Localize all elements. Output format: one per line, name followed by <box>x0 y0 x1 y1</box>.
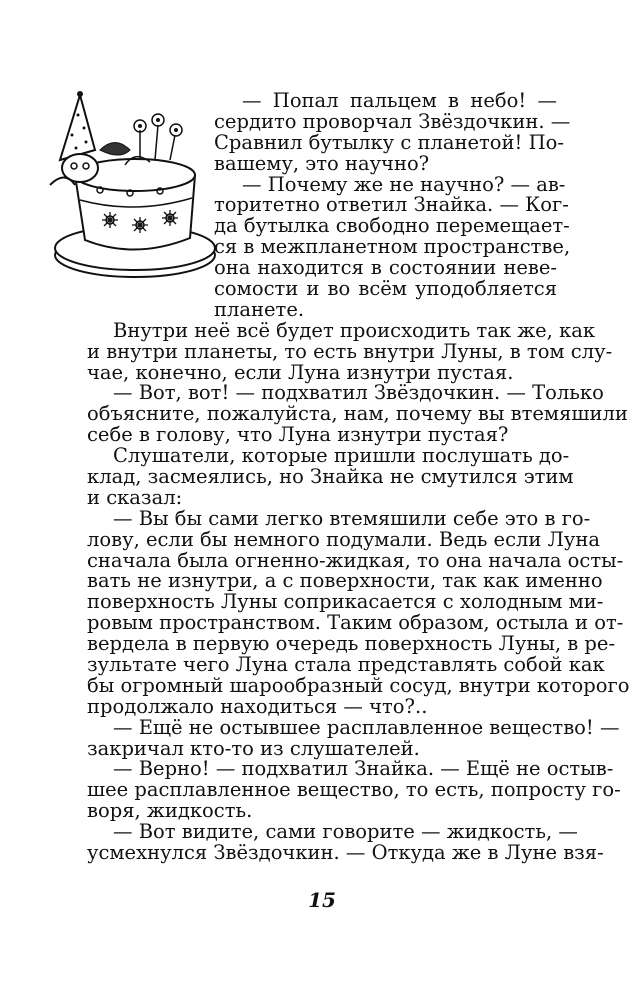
text-line: объясните, пожалуйста, нам, почему вы втемяшили <box>87 402 628 425</box>
text-line: продолжало находиться — что?.. <box>87 695 428 718</box>
text-line: Слушатели, которые пришли послушать до- <box>113 444 570 467</box>
text-line: воря, жидкость. <box>87 799 253 822</box>
text-line: торитетно ответил Знайка. — Ког- <box>214 193 569 216</box>
text-line: ся в межпланетном пространстве, <box>214 235 571 258</box>
text-line: поверхность Луны соприкасается с холодным ми- <box>87 590 604 613</box>
text-line: закричал кто-то из слушателей. <box>87 737 420 760</box>
text-line: ровым пространством. Таким образом, остыла и от- <box>87 611 624 634</box>
text-line: — Почему же не научно? — ав- <box>242 173 566 196</box>
text-line: и внутри планеты, то есть внутри Луны, в том слу- <box>87 340 613 363</box>
text-line: — Ещё не остывшее расплавленное вещество! — <box>113 716 620 739</box>
text-line: Внутри неё всё будет происходить так же, как <box>113 319 596 342</box>
text-line: вашему, это научно? <box>214 152 430 175</box>
text-line: она находится в состоянии невe- <box>214 256 557 279</box>
text-line: усмехнулся Звёздочкин. — Откуда же в Луне взя- <box>87 841 604 864</box>
text-line: сначала была огненно-жидкая, то она начала осты- <box>87 549 624 572</box>
text-line: Сравнил бутылку с планетой! По- <box>214 131 564 154</box>
text-line: шее расплавленное вещество, то есть, попросту го- <box>87 778 621 801</box>
text-line: клад, засмеялись, но Знайка не смутился этим <box>87 465 574 488</box>
text-line: сердито проворчал Звёздочкин. — <box>214 110 571 133</box>
cake-with-gnome-illustration <box>40 90 220 290</box>
text-line: — Попал пальцем в небо! — <box>242 89 557 112</box>
text-line: вать не изнутри, а с поверхности, так как именно <box>87 569 603 592</box>
text-line: лову, если бы немного подумали. Ведь если Луна <box>87 528 600 551</box>
text-line: — Вы бы сами легко втемяшили себе это в го- <box>113 507 591 530</box>
text-line: — Верно! — подхватил Знайка. — Ещё не остыв- <box>113 757 614 780</box>
text-line: зультате чего Луна стала представлять собой как <box>87 653 605 676</box>
text-line: да бутылка свободно перемещает- <box>214 214 570 237</box>
text-line: планете. <box>214 298 305 321</box>
text-line: сомости и во всём уподобляется <box>214 277 557 300</box>
text-line: — Вот, вот! — подхватил Звёздочкин. — Только <box>113 381 604 404</box>
text-line: себе в голову, что Луна изнутри пустая? <box>87 423 509 446</box>
page-number: 15 <box>308 888 336 912</box>
text-line: — Вот видите, сами говорите — жидкость, — <box>113 820 578 843</box>
text-line: бы огромный шарообразный сосуд, внутри которого <box>87 674 630 697</box>
text-line: и сказал: <box>87 486 183 509</box>
text-line: чае, конечно, если Луна изнутри пустая. <box>87 361 514 384</box>
text-line: вердела в первую очередь поверхность Луны, в ре- <box>87 632 616 655</box>
